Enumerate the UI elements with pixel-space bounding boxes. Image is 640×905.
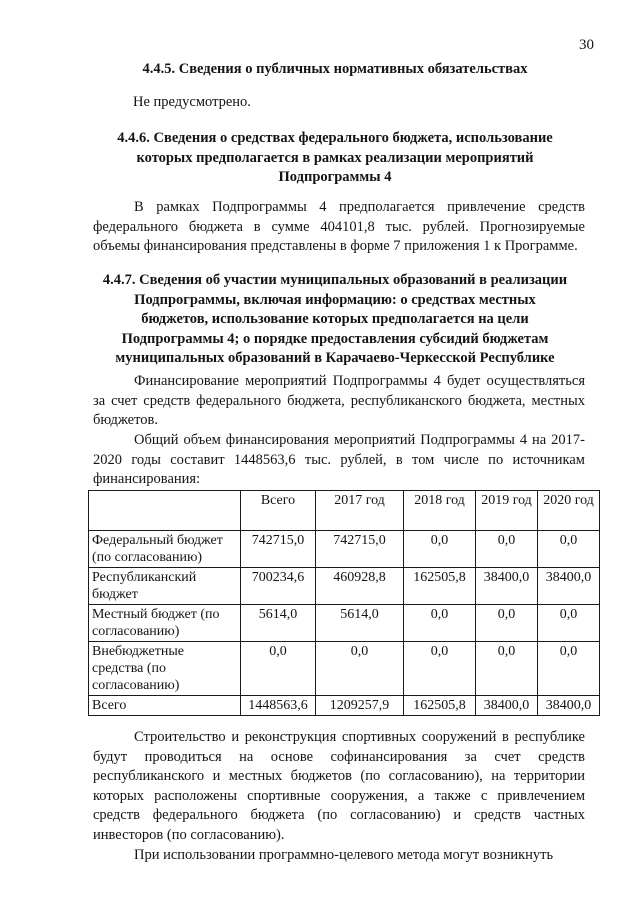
section-447-heading-line: 4.4.7. Сведения об участии муниципальных образований в реализации <box>102 272 568 288</box>
section-446-heading-line: Подпрограммы 4 <box>278 169 392 185</box>
table-header-cell: Всего <box>241 491 316 531</box>
section-445-text: Не предусмотрено. <box>133 94 251 110</box>
table-cell: 0,0 <box>316 642 404 696</box>
section-447-heading-line: Подпрограммы, включая информацию: о средствах местных <box>134 291 536 308</box>
table-cell: 700234,6 <box>241 568 316 605</box>
table-row <box>89 642 600 696</box>
table-cell-label: Внебюджетные средства (по согласованию) <box>89 642 241 696</box>
section-447-heading-line: муниципальных образований в Карачаево-Черкесской Республике <box>115 350 555 366</box>
table-cell: 38400,0 <box>476 568 538 605</box>
table-cell: 0,0 <box>404 642 476 696</box>
table-cell: 0,0 <box>538 642 600 696</box>
section-447-heading <box>85 271 585 369</box>
closing-paragraph-2: При использовании программно-целевого метода могут возникнуть <box>134 847 554 863</box>
table-cell: 162505,8 <box>404 696 476 716</box>
table-header-cell: 2018 год <box>404 491 476 531</box>
table-cell: 0,0 <box>476 642 538 696</box>
closing-paragraph-1: Строительство и реконструкция спортивных сооружений в республике будут проводиться на основе софинансирования за счет средств республиканского и местных бюджетов (по согласованию), на территории которых расположены спортивные сооружения, а также с привлечением средств федерального бюджета (по согласованию) и средств частных инвесторов (по согласованию). <box>93 729 585 843</box>
section-446-heading <box>85 129 585 188</box>
section-447-paragraph-1: Финансирование мероприятий Подпрограммы 4 будет осуществляться за счет средств федерального бюджета, республиканского бюджета, местных бюджетов. <box>93 373 585 428</box>
table-cell: 0,0 <box>538 605 600 642</box>
table-cell: 38400,0 <box>538 568 600 605</box>
page-number: 30 <box>579 37 594 53</box>
section-446-heading-line: которых предполагается в рамках реализации мероприятий <box>136 149 534 166</box>
section-447-heading-line: Подпрограммы 4; о порядке предоставления субсидий бюджетам <box>121 330 549 347</box>
table-cell: 742715,0 <box>241 531 316 568</box>
table-row-total <box>89 696 600 716</box>
table-header-cell <box>89 491 241 531</box>
table-cell-label: Местный бюджет (по согласованию) <box>89 605 241 642</box>
table-cell: 1448563,6 <box>241 696 316 716</box>
section-447-heading-line: бюджетов, использование которых предполагается на цели <box>141 311 529 327</box>
table-cell-label: Всего <box>89 696 241 716</box>
table-cell: 0,0 <box>241 642 316 696</box>
table-header-cell: 2020 год <box>538 491 600 531</box>
table-cell: 38400,0 <box>538 696 600 716</box>
table-cell: 0,0 <box>538 531 600 568</box>
table-header-cell: 2017 год <box>316 491 404 531</box>
table-cell: 0,0 <box>476 531 538 568</box>
table-cell: 0,0 <box>404 605 476 642</box>
section-447-paragraph-2: Общий объем финансирования мероприятий Подпрограммы 4 на 2017-2020 годы составит 1448563,6 тыс. рублей, в том числе по источникам финансирования: <box>93 432 585 487</box>
table-cell: 1209257,9 <box>316 696 404 716</box>
table-row <box>89 531 600 568</box>
section-446-paragraph: В рамках Подпрограммы 4 предполагается привлечение средств федерального бюджета в сумме 404101,8 тыс. рублей. Прогнозируемые объемы финансирования представлены в форме 7 приложения 1 к Программе. <box>93 199 585 254</box>
table-header-row <box>89 491 600 531</box>
table-cell: 5614,0 <box>316 605 404 642</box>
table-cell: 5614,0 <box>241 605 316 642</box>
table-cell-label: Республиканский бюджет <box>89 568 241 605</box>
table-cell-label: Федеральный бюджет (по согласованию) <box>89 531 241 568</box>
financing-table <box>88 490 600 716</box>
table-cell: 0,0 <box>476 605 538 642</box>
table-row <box>89 568 600 605</box>
table-cell: 38400,0 <box>476 696 538 716</box>
table-cell: 0,0 <box>404 531 476 568</box>
table-cell: 460928,8 <box>316 568 404 605</box>
table-cell: 742715,0 <box>316 531 404 568</box>
section-445-heading: 4.4.5. Сведения о публичных нормативных обязательствах <box>142 61 528 77</box>
section-446-heading-line: 4.4.6. Сведения о средствах федерального бюджета, использование <box>117 130 553 146</box>
table-cell: 162505,8 <box>404 568 476 605</box>
table-row <box>89 605 600 642</box>
table-header-cell: 2019 год <box>476 491 538 531</box>
